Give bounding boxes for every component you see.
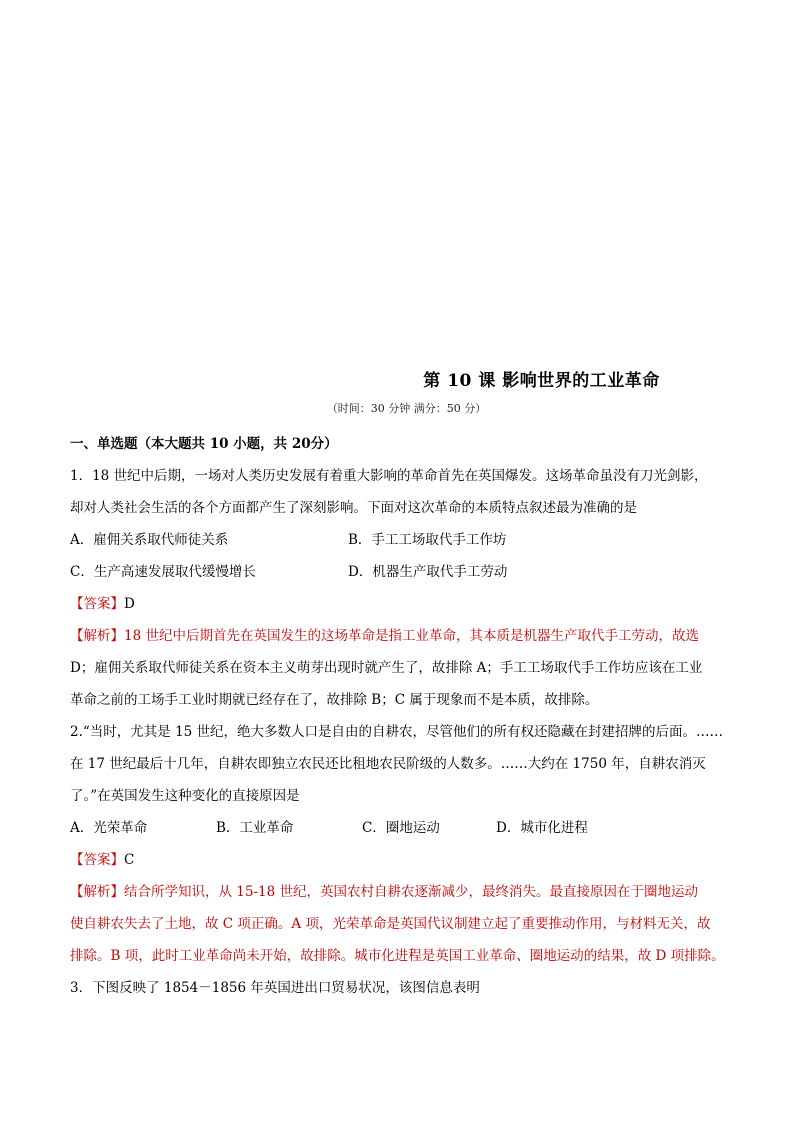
page-subtitle: （时间：30 分钟 满分：50 分） (326, 402, 487, 415)
content-body (70, 428, 730, 1004)
question-2-option-d: D．城市化进程 (496, 820, 588, 836)
question-2-stem-line-3: 了。”在英国发生这种变化的直接原因是 (70, 788, 300, 804)
analysis-text: 结合所学知识，从 15-18 世纪，英国农村自耕农逐渐减少，最终消失。最直接原因在于圈地运动 (124, 884, 698, 900)
question-2 (70, 716, 730, 972)
question-2-answer (70, 844, 730, 876)
question-1-analysis-line-3: 革命之前的工场手工业时期就已经存在了，故排除 B；C 属于现象而不是本质，故排除。 (70, 692, 599, 708)
question-2-stem-line-1: 2.“当时，尤其是 15 世纪，绝大多数人口是自由的自耕农，尽管他们的所有权还隐藏在封建招牌的后面。…… (70, 724, 724, 740)
question-1-option-c: C．生产高速发展取代缓慢增长 (70, 564, 256, 580)
question-1-options-row-2 (70, 556, 730, 588)
analysis-text: 18 世纪中后期首先在英国发生的这场革命是指工业革命，其本质是机器生产取代手工劳动，故选 (124, 628, 699, 644)
question-1-answer (70, 588, 730, 620)
question-1-option-a: A．雇佣关系取代师徒关系 (70, 532, 229, 548)
answer-label: 【答案】 (70, 596, 124, 612)
analysis-label: 【解析】 (70, 628, 124, 644)
answer-value: D (124, 596, 135, 612)
question-1 (70, 460, 730, 716)
question-2-analysis-line-2: 使自耕农失去了土地，故 C 项正确。A 项，光荣革命是英国代议制建立起了重要推动作用，与材料无关，故 (70, 916, 711, 932)
section-heading: 一、单选题（本大题共 10 小题，共 20分） (70, 436, 338, 452)
question-1-stem-line-2: 却对人类社会生活的各个方面都产生了深刻影响。下面对这次革命的本质特点叙述最为准确的是 (70, 500, 637, 516)
question-2-stem-line-2: 在 17 世纪最后十几年，自耕农即独立农民还比租地农民阶级的人数多。……大约在 1750 年，自耕农消灭 (70, 756, 706, 772)
question-3-stem-line-1: 3．下图反映了 1854－1856 年英国进出口贸易状况，该图信息表明 (70, 980, 480, 996)
answer-value: C (124, 852, 135, 868)
page-title: 第 10 课 影响世界的工业革命 (423, 371, 660, 391)
question-2-option-b: B．工业革命 (216, 820, 294, 836)
question-2-analysis-line-1 (70, 876, 730, 908)
question-1-stem-line-1: 1．18 世纪中后期，一场对人类历史发展有着重大影响的革命首先在英国爆发。这场革命虽没有刀光剑影， (70, 468, 708, 484)
question-2-analysis-line-3: 排除。B 项，此时工业革命尚未开始，故排除。城市化进程是英国工业革命、圈地运动的结果，故 D 项排除。 (70, 948, 725, 964)
question-1-option-d: D．机器生产取代手工劳动 (348, 564, 508, 580)
question-2-options-row (70, 812, 730, 844)
question-1-option-b: B．手工工场取代手工作坊 (348, 532, 507, 548)
analysis-label: 【解析】 (70, 884, 124, 900)
question-2-option-c: C．圈地运动 (362, 820, 440, 836)
question-2-option-a: A．光荣革命 (70, 820, 148, 836)
question-1-options-row-1 (70, 524, 730, 556)
answer-label: 【答案】 (70, 852, 124, 868)
question-3 (70, 972, 730, 1004)
question-1-analysis-line-2: D；雇佣关系取代师徒关系在资本主义萌芽出现时就产生了，故排除 A；手工工场取代手工作坊应该在工业 (70, 660, 703, 676)
question-1-analysis-line-1 (70, 620, 730, 652)
